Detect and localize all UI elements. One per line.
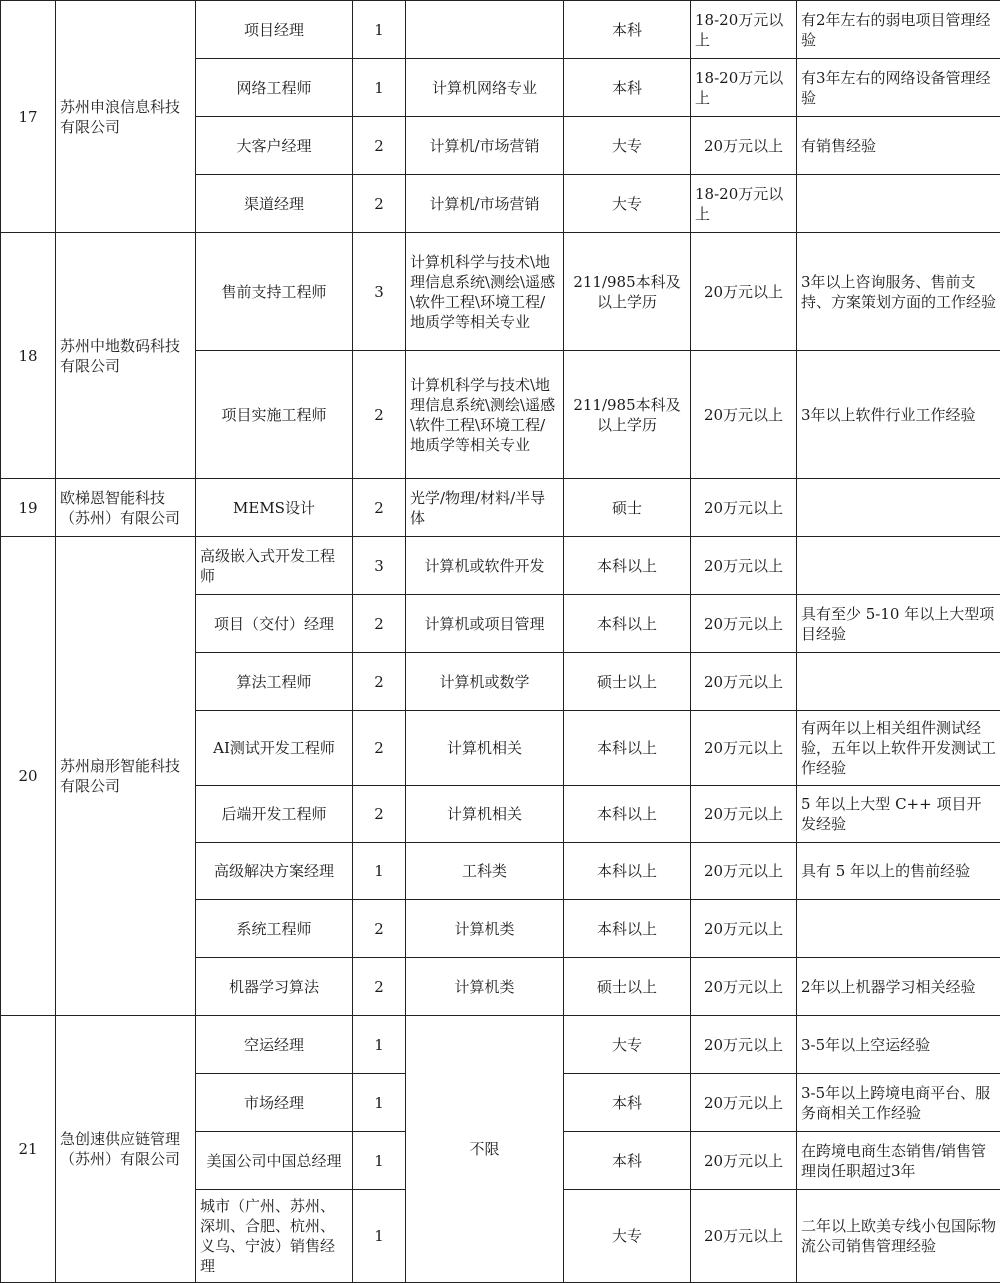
job-salary: 20万元以上 xyxy=(691,786,797,843)
job-education: 硕士 xyxy=(564,479,691,537)
job-requirement: 有销售经验 xyxy=(797,117,1000,175)
job-count: 1 xyxy=(353,1190,406,1283)
company-number: 21 xyxy=(1,1016,56,1283)
job-education: 硕士以上 xyxy=(564,653,691,711)
job-education: 本科以上 xyxy=(564,900,691,958)
job-salary: 20万元以上 xyxy=(691,711,797,786)
job-education: 本科以上 xyxy=(564,843,691,900)
job-count: 2 xyxy=(353,117,406,175)
job-count: 1 xyxy=(353,1016,406,1074)
job-salary: 20万元以上 xyxy=(691,1074,797,1132)
job-count: 1 xyxy=(353,1074,406,1132)
job-education: 本科以上 xyxy=(564,786,691,843)
job-salary: 20万元以上 xyxy=(691,537,797,595)
job-education: 硕士以上 xyxy=(564,958,691,1016)
job-count: 3 xyxy=(353,537,406,595)
job-requirement xyxy=(797,537,1000,595)
job-major: 计算机或数学 xyxy=(406,653,564,711)
job-requirement xyxy=(797,479,1000,537)
job-education: 大专 xyxy=(564,175,691,233)
job-education: 大专 xyxy=(564,1190,691,1283)
job-title: 项目（交付）经理 xyxy=(196,595,353,653)
table-row xyxy=(1,479,1000,537)
job-salary: 20万元以上 xyxy=(691,595,797,653)
job-education: 本科以上 xyxy=(564,711,691,786)
table-row xyxy=(1,1,1000,59)
job-major: 计算机科学与技术\地理信息系统\测绘\遥感\软件工程\环境工程/地质学等相关专业 xyxy=(406,233,564,351)
job-requirement: 二年以上欧美专线小包国际物流公司销售管理经验 xyxy=(797,1190,1000,1283)
job-salary: 18-20万元以上 xyxy=(691,59,797,117)
job-title: 市场经理 xyxy=(196,1074,353,1132)
table-row xyxy=(1,537,1000,595)
job-major: 计算机或软件开发 xyxy=(406,537,564,595)
job-education: 本科 xyxy=(564,1,691,59)
job-count: 1 xyxy=(353,1132,406,1190)
job-requirement: 5 年以上大型 C++ 项目开发经验 xyxy=(797,786,1000,843)
job-title: 网络工程师 xyxy=(196,59,353,117)
job-title: 城市（广州、苏州、深圳、合肥、杭州、义乌、宁波）销售经理 xyxy=(196,1190,353,1283)
job-salary: 20万元以上 xyxy=(691,653,797,711)
job-salary: 20万元以上 xyxy=(691,1132,797,1190)
job-education: 本科 xyxy=(564,1074,691,1132)
company-name: 苏州申浪信息科技有限公司 xyxy=(56,1,196,233)
job-requirement xyxy=(797,900,1000,958)
job-title: MEMS设计 xyxy=(196,479,353,537)
job-major: 计算机/市场营销 xyxy=(406,117,564,175)
job-title: 项目经理 xyxy=(196,1,353,59)
job-title: 售前支持工程师 xyxy=(196,233,353,351)
job-requirement: 3-5年以上空运经验 xyxy=(797,1016,1000,1074)
job-count: 2 xyxy=(353,351,406,479)
job-requirement xyxy=(797,175,1000,233)
job-count: 2 xyxy=(353,479,406,537)
job-salary: 20万元以上 xyxy=(691,900,797,958)
job-salary: 20万元以上 xyxy=(691,479,797,537)
job-requirement xyxy=(797,653,1000,711)
company-number: 20 xyxy=(1,537,56,1016)
job-education: 本科 xyxy=(564,59,691,117)
company-name: 苏州扇形智能科技有限公司 xyxy=(56,537,196,1016)
job-requirement: 有3年左右的网络设备管理经验 xyxy=(797,59,1000,117)
job-requirement: 有2年左右的弱电项目管理经验 xyxy=(797,1,1000,59)
job-title: 美国公司中国总经理 xyxy=(196,1132,353,1190)
job-title: 空运经理 xyxy=(196,1016,353,1074)
job-salary: 20万元以上 xyxy=(691,233,797,351)
job-education: 211/985本科及以上学历 xyxy=(564,351,691,479)
job-count: 1 xyxy=(353,59,406,117)
table-row xyxy=(1,233,1000,351)
job-title: 机器学习算法 xyxy=(196,958,353,1016)
job-major: 工科类 xyxy=(406,843,564,900)
job-title: 项目实施工程师 xyxy=(196,351,353,479)
job-major: 不限 xyxy=(406,1016,564,1283)
job-count: 2 xyxy=(353,786,406,843)
job-count: 2 xyxy=(353,175,406,233)
job-major: 光学/物理/材料/半导体 xyxy=(406,479,564,537)
job-major: 计算机网络专业 xyxy=(406,59,564,117)
company-number: 19 xyxy=(1,479,56,537)
job-requirement: 3年以上软件行业工作经验 xyxy=(797,351,1000,479)
job-major: 计算机或项目管理 xyxy=(406,595,564,653)
job-major: 计算机相关 xyxy=(406,711,564,786)
company-number: 18 xyxy=(1,233,56,479)
job-count: 2 xyxy=(353,900,406,958)
job-count: 1 xyxy=(353,843,406,900)
job-major: 计算机科学与技术\地理信息系统\测绘\遥感\软件工程\环境工程/地质学等相关专业 xyxy=(406,351,564,479)
job-education: 大专 xyxy=(564,117,691,175)
company-name: 急创速供应链管理（苏州）有限公司 xyxy=(56,1016,196,1283)
job-major: 计算机相关 xyxy=(406,786,564,843)
job-requirement: 具有 5 年以上的售前经验 xyxy=(797,843,1000,900)
job-major xyxy=(406,1,564,59)
job-education: 本科 xyxy=(564,1132,691,1190)
job-salary: 20万元以上 xyxy=(691,1190,797,1283)
job-salary: 20万元以上 xyxy=(691,351,797,479)
job-title: 大客户经理 xyxy=(196,117,353,175)
job-requirement: 具有至少 5-10 年以上大型项目经验 xyxy=(797,595,1000,653)
job-requirement: 3年以上咨询服务、售前支持、方案策划方面的工作经验 xyxy=(797,233,1000,351)
job-salary: 20万元以上 xyxy=(691,843,797,900)
job-requirement: 3-5年以上跨境电商平台、服务商相关工作经验 xyxy=(797,1074,1000,1132)
job-title: 后端开发工程师 xyxy=(196,786,353,843)
job-count: 2 xyxy=(353,653,406,711)
job-title: 算法工程师 xyxy=(196,653,353,711)
job-title: 高级嵌入式开发工程师 xyxy=(196,537,353,595)
job-education: 本科以上 xyxy=(564,595,691,653)
job-title: 系统工程师 xyxy=(196,900,353,958)
job-education: 大专 xyxy=(564,1016,691,1074)
job-count: 1 xyxy=(353,1,406,59)
job-count: 2 xyxy=(353,595,406,653)
job-salary: 20万元以上 xyxy=(691,117,797,175)
job-major: 计算机类 xyxy=(406,958,564,1016)
job-requirement: 2年以上机器学习相关经验 xyxy=(797,958,1000,1016)
job-salary: 20万元以上 xyxy=(691,1016,797,1074)
job-count: 2 xyxy=(353,711,406,786)
job-count: 3 xyxy=(353,233,406,351)
job-major: 计算机类 xyxy=(406,900,564,958)
job-title: AI测试开发工程师 xyxy=(196,711,353,786)
job-requirement: 有两年以上相关组件测试经验，五年以上软件开发测试工作经验 xyxy=(797,711,1000,786)
job-salary: 18-20万元以上 xyxy=(691,175,797,233)
company-name: 欧梯恩智能科技（苏州）有限公司 xyxy=(56,479,196,537)
job-education: 211/985本科及以上学历 xyxy=(564,233,691,351)
job-requirement: 在跨境电商生态销售/销售管理岗任职超过3年 xyxy=(797,1132,1000,1190)
company-number: 17 xyxy=(1,1,56,233)
job-title: 渠道经理 xyxy=(196,175,353,233)
job-count: 2 xyxy=(353,958,406,1016)
job-salary: 20万元以上 xyxy=(691,958,797,1016)
job-salary: 18-20万元以上 xyxy=(691,1,797,59)
job-major: 计算机/市场营销 xyxy=(406,175,564,233)
job-education: 本科以上 xyxy=(564,537,691,595)
company-name: 苏州中地数码科技有限公司 xyxy=(56,233,196,479)
table-row xyxy=(1,1016,1000,1074)
job-title: 高级解决方案经理 xyxy=(196,843,353,900)
